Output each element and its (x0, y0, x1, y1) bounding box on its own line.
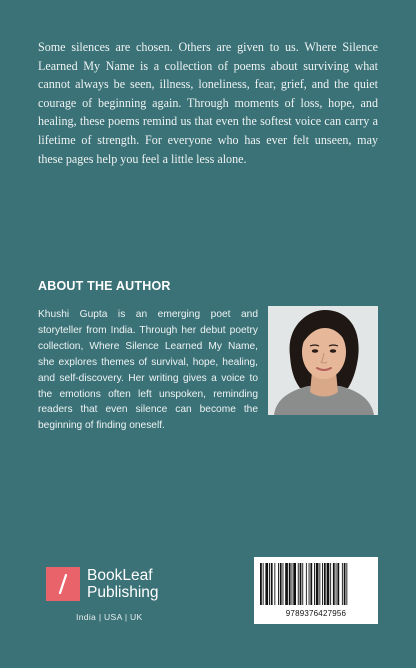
barcode-icon (254, 557, 378, 609)
publisher-name (87, 567, 159, 601)
publisher-name-line1: BookLeaf (87, 567, 153, 584)
isbn-number: 9789376427956 (285, 609, 347, 618)
author-portrait-image (268, 306, 378, 415)
isbn-barcode (254, 557, 378, 624)
publisher-locations: India | USA | UK (76, 612, 143, 622)
book-blurb: Some silences are chosen. Others are given to us. Where Silence Learned My Name is a collection of poems about surviving what cannot always be seen, illness, loneliness, fear, grief, and the quiet courage of beginning again. Through moments of loss, hope, and healing, these poems remind us that even the softest voice can carry a lifetime of strength. For everyone who has ever felt unseen, may these pages help you feel a little less alone. (38, 40, 378, 166)
publisher-name-line2: Publishing (87, 584, 159, 601)
author-photo (268, 306, 378, 415)
publisher-logo (46, 567, 159, 601)
author-bio: Khushi Gupta is an emerging poet and storyteller from India. Through her debut poetry collection, Where Silence Learned My Name, she explores themes of survival, hope, healing, and self-discovery. Her writing gives a voice to the emotions often left unspoken, reminding readers that even silence can become the beginning of finding oneself. (38, 309, 258, 432)
about-author-heading: ABOUT THE AUTHOR (38, 279, 171, 293)
bookleaf-logo-icon (46, 567, 80, 601)
